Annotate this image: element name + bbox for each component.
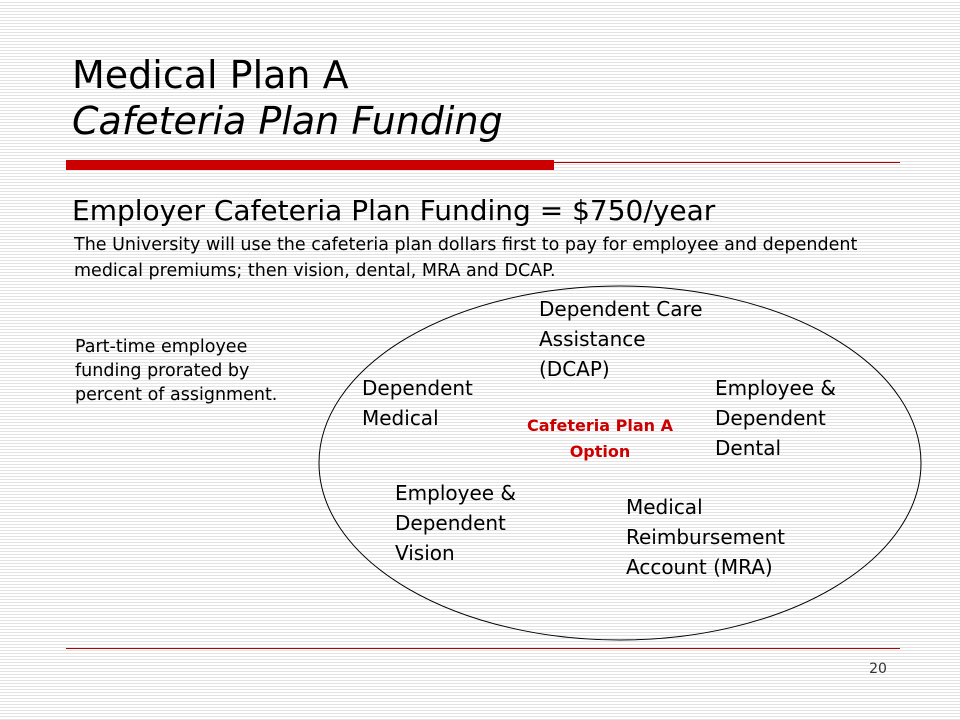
dcap-line: Dependent Care xyxy=(539,297,703,321)
dcap-label xyxy=(539,294,703,384)
page-number: 20 xyxy=(869,661,887,677)
dependent-medical-label xyxy=(362,373,473,433)
cafeteria-plan-option-label xyxy=(495,413,705,465)
dependent-medical-line: Dependent xyxy=(362,376,473,400)
intro-text: The University will use the cafeteria plan dollars first to pay for employee and dependent medical premiums; then vision, dental, MRA and DCAP. xyxy=(74,235,858,281)
mra-label xyxy=(626,492,785,582)
mra-line: Medical xyxy=(626,495,703,519)
dcap-line: (DCAP) xyxy=(539,357,610,381)
title-line-1: Medical Plan A xyxy=(72,53,349,97)
dental-label xyxy=(715,373,836,463)
part-time-note: Part-time employee funding prorated by percent of assignment. xyxy=(75,337,278,405)
center-line: Option xyxy=(569,442,631,461)
footer-divider-line xyxy=(66,648,900,649)
funding-heading: Employer Cafeteria Plan Funding = $750/year xyxy=(72,194,716,227)
dental-line: Dependent xyxy=(715,406,826,430)
dcap-line: Assistance xyxy=(539,327,646,351)
vision-label xyxy=(395,478,516,568)
vision-line: Employee & xyxy=(395,481,517,505)
dental-line: Dental xyxy=(715,436,782,460)
dependent-medical-line: Medical xyxy=(362,406,439,430)
vision-line: Dependent xyxy=(395,511,506,535)
title-line-2: Cafeteria Plan Funding xyxy=(72,99,503,143)
vision-line: Vision xyxy=(395,541,455,565)
mra-line: Account (MRA) xyxy=(626,555,773,579)
mra-line: Reimbursement xyxy=(626,525,785,549)
dental-line: Employee & xyxy=(715,376,837,400)
center-line: Cafeteria Plan A xyxy=(527,416,673,435)
